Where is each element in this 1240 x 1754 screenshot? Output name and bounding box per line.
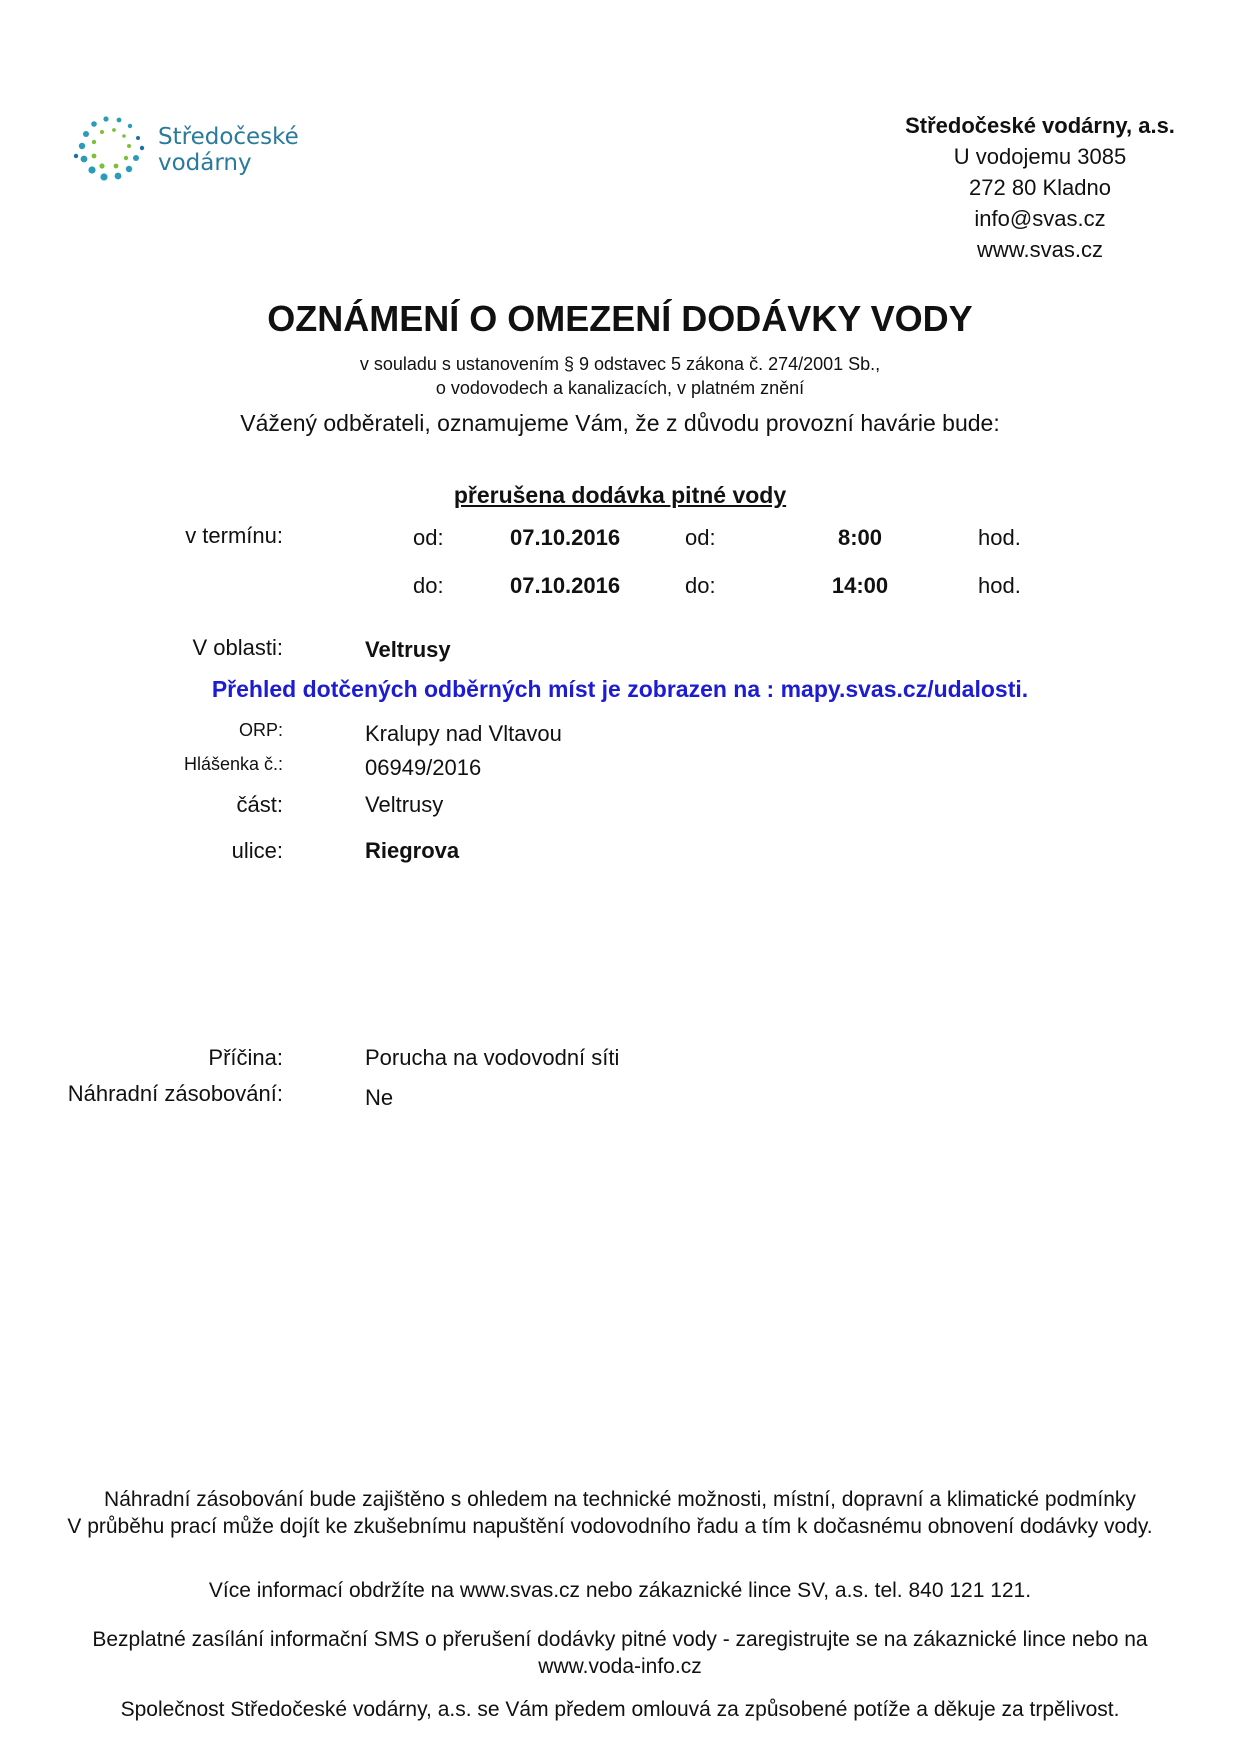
to-time-label: do: — [685, 573, 716, 598]
term-label: v termínu: — [185, 523, 283, 548]
supply-label: Náhradní zásobování: — [67, 1081, 283, 1106]
company-email: info@svas.cz — [974, 206, 1106, 231]
supply-value: Ne — [365, 1085, 394, 1110]
company-street: U vodojemu 3085 — [953, 144, 1127, 169]
outage-headline: přerušena dodávka pitné vody — [453, 482, 787, 508]
company-name: Středočeské vodárny, a.s. — [905, 113, 1175, 138]
logo-line-2: vodárny — [158, 150, 252, 176]
footer-paragraph-5: Společnost Středočeské vodárny, a.s. se Vám předem omlouvá za způsobené potíže a děkuje za trpělivost. — [120, 1698, 1120, 1721]
cause-value: Porucha na vodovodní síti — [365, 1045, 620, 1070]
logo-line-1: Středočeské — [158, 124, 299, 150]
from-label: od: — [413, 525, 444, 550]
company-address — [860, 110, 1220, 265]
law-line-1: v souladu s ustanovením § 9 odstavec 5 zákona č. 274/2001 Sb., — [359, 354, 881, 374]
part-label: část: — [236, 792, 283, 817]
to-date: 07.10.2016 — [510, 573, 621, 598]
part-value: Veltrusy — [365, 792, 444, 817]
orp-label: ORP: — [238, 720, 283, 740]
area-label: V oblasti: — [192, 635, 283, 660]
to-unit: hod. — [978, 573, 1021, 598]
area-value: Veltrusy — [365, 637, 451, 662]
to-label: do: — [413, 573, 444, 598]
footer-paragraph-2: V průběhu prací může dojít ke zkušebnímu napuštění vodovodního řadu a tím k dočasnému obnovení dodávky vody. — [67, 1515, 1153, 1538]
company-web: www.svas.cz — [977, 237, 1103, 262]
footer-paragraph-4: Bezplatné zasílání informační SMS o přerušení dodávky pitné vody - zaregistrujte se na zákaznické lince nebo na www.voda-info.cz — [92, 1628, 1148, 1678]
street-value: Riegrova — [365, 838, 460, 863]
law-reference — [0, 352, 1240, 400]
orp-value: Kralupy nad Vltavou — [365, 721, 562, 746]
footer-paragraph-3: Více informací obdržíte na www.svas.cz nebo zákaznické lince SV, a.s. tel. 840 121 121. — [208, 1579, 1032, 1602]
map-note: Přehled dotčených odběrných míst je zobrazen na : mapy.svas.cz/udalosti. — [211, 676, 1029, 702]
footer-paragraph-1: Náhradní zásobování bude zajištěno s ohledem na technické možnosti, místní, dopravní a klimatické podmínky — [104, 1488, 1136, 1511]
from-date: 07.10.2016 — [510, 525, 621, 550]
from-time-label: od: — [685, 525, 716, 550]
logo-dots-icon — [72, 112, 156, 192]
law-line-2: o vodovodech a kanalizacích, v platném znění — [435, 378, 805, 398]
company-logo — [72, 112, 302, 192]
from-unit: hod. — [978, 525, 1021, 550]
report-value: 06949/2016 — [365, 755, 482, 780]
company-city: 272 80 Kladno — [969, 175, 1111, 200]
cause-label: Příčina: — [208, 1045, 283, 1070]
from-time: 8:00 — [837, 525, 883, 550]
greeting: Vážený odběrateli, oznamujeme Vám, že z důvodu provozní havárie bude: — [240, 410, 1000, 436]
logo-text — [158, 124, 299, 176]
report-label: Hlášenka č.: — [183, 754, 283, 774]
to-time: 14:00 — [831, 573, 889, 598]
street-label: ulice: — [231, 838, 283, 863]
page-title: OZNÁMENÍ O OMEZENÍ DODÁVKY VODY — [267, 298, 973, 339]
